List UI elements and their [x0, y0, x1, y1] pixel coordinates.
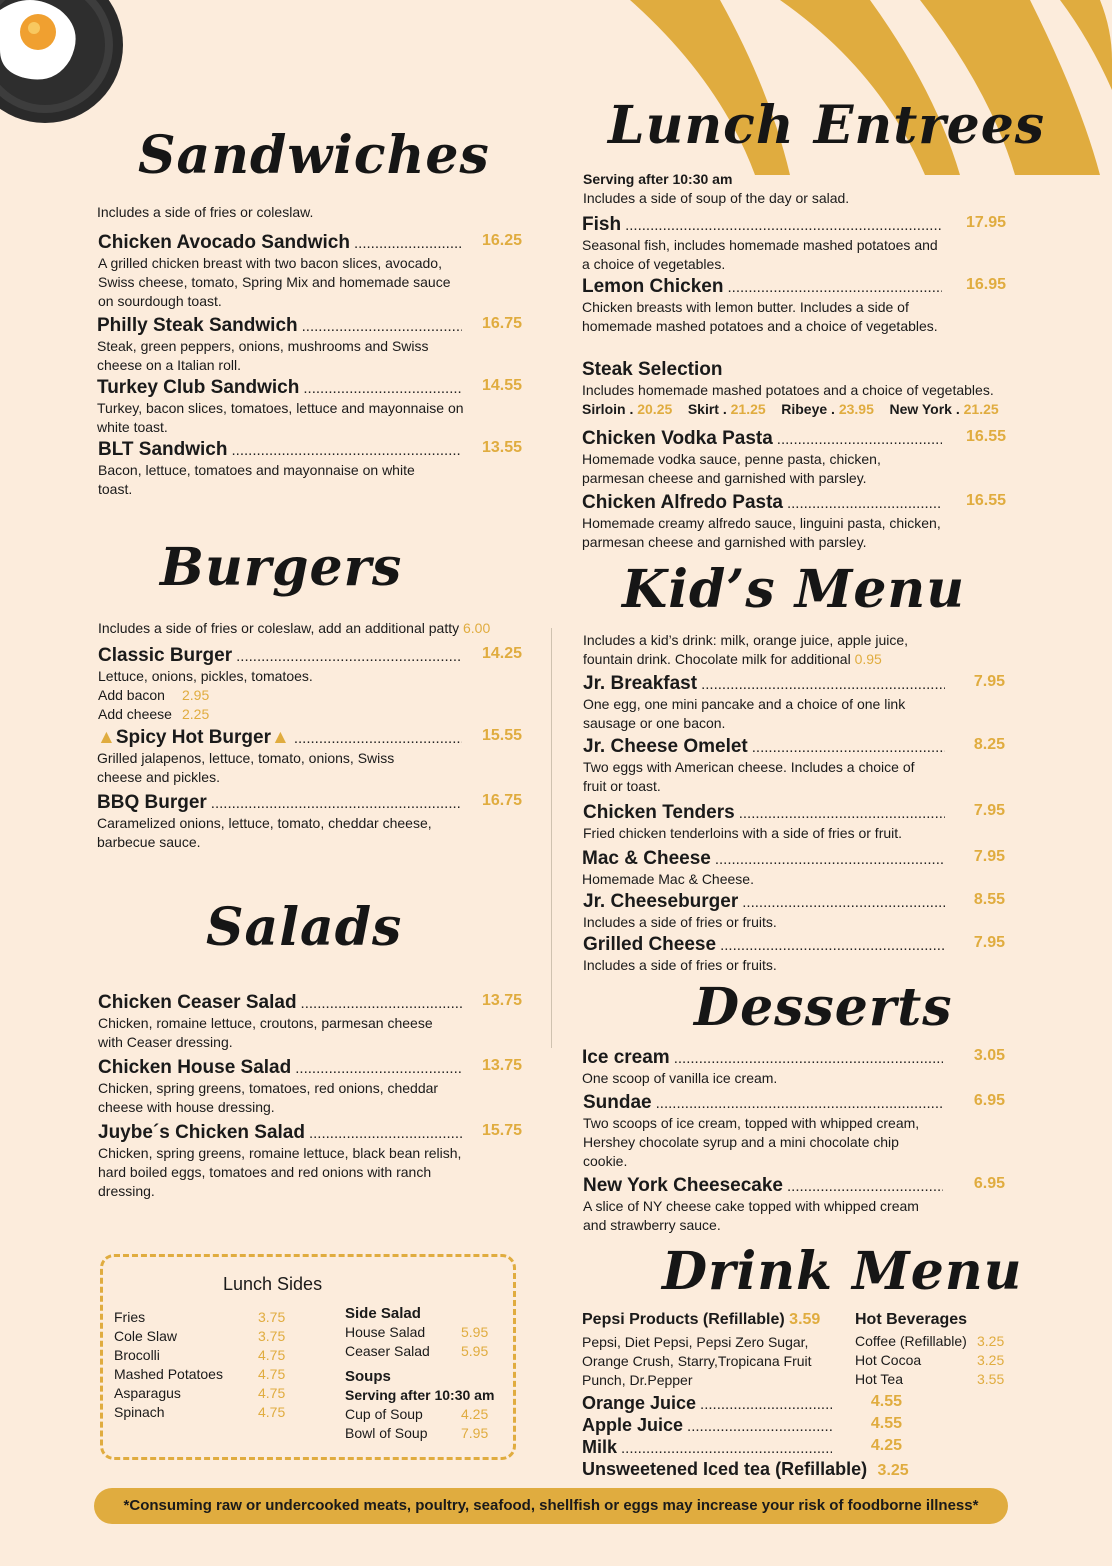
item-name: Jr. Breakfast: [583, 673, 698, 694]
kids-note: [583, 631, 943, 669]
list-item: [114, 1384, 285, 1403]
item-desc: Grilled jalapenos, lettuce, tomato, onions, Swiss cheese and pickles.: [97, 750, 395, 785]
side-name: Cup of Soup: [345, 1406, 423, 1422]
dot-leader: [687, 1418, 832, 1435]
menu-item: [97, 315, 522, 375]
item-price: 16.95: [965, 276, 1006, 293]
item-price: 13.75: [481, 1057, 522, 1074]
drink-item: [582, 1393, 902, 1414]
steak-options: [582, 400, 1012, 419]
dot-leader: [752, 739, 945, 756]
item-desc: Chicken, spring greens, tomatoes, red onions, cheddar cheese with house dressing.: [98, 1080, 439, 1115]
addon-row: [98, 686, 522, 705]
drink-name: Apple Juice: [582, 1415, 684, 1435]
menu-item: [98, 232, 522, 311]
side-price: 3.75: [258, 1328, 286, 1344]
menu-item: [98, 1057, 522, 1117]
dot-leader: [701, 676, 945, 693]
steak-name: Sirloin .: [582, 401, 634, 417]
burgers-note: [98, 619, 490, 638]
item-name: Chicken Avocado Sandwich: [98, 232, 350, 253]
menu-item: [582, 1047, 1005, 1088]
side-salad-list: [345, 1304, 494, 1443]
side-price: 4.25: [461, 1406, 489, 1422]
steak-price: 23.95: [838, 401, 874, 417]
item-desc: Homemade Mac & Cheese.: [582, 871, 754, 887]
salads-title: Salads: [206, 897, 403, 958]
dot-leader: [720, 937, 945, 954]
steak-title: Steak Selection: [582, 359, 723, 380]
item-name: Turkey Club Sandwich: [97, 377, 300, 398]
menu-item: [583, 673, 1005, 733]
side-salad-title: Side Salad: [345, 1305, 421, 1322]
dot-leader: [625, 217, 942, 234]
item-price: 16.75: [481, 315, 522, 332]
steak-name: New York .: [889, 401, 960, 417]
drink-item: [582, 1415, 902, 1436]
item-name: BBQ Burger: [97, 792, 207, 813]
list-item: [345, 1405, 494, 1424]
side-name: House Salad: [345, 1324, 426, 1340]
item-price: 13.75: [481, 992, 522, 1009]
item-desc: One egg, one mini pancake and a choice of one link sausage or one bacon.: [583, 696, 906, 731]
lunch-sides-title: Lunch Sides: [223, 1274, 323, 1294]
item-desc: Seasonal fish, includes homemade mashed potatoes and a choice of vegetables.: [582, 237, 938, 272]
item-desc: A grilled chicken breast with two bacon slices, avocado, Swiss cheese, tomato, Spring Mix and homemade sauce on sourdough toast.: [98, 255, 451, 309]
item-name: BLT Sandwich: [98, 439, 228, 460]
item-price: 14.25: [481, 645, 522, 662]
dot-leader: [236, 648, 462, 665]
list-item: [114, 1365, 285, 1384]
side-price: 4.75: [258, 1347, 286, 1363]
item-name: Philly Steak Sandwich: [97, 315, 298, 336]
fire-icon: ▲: [97, 727, 116, 748]
menu-item: [583, 736, 1005, 796]
dot-leader: [739, 805, 945, 822]
hot-price: 3.25: [977, 1333, 1005, 1349]
lunch-sides-box: [100, 1254, 516, 1460]
drink-price: 4.55: [870, 1415, 902, 1432]
dot-leader: [787, 495, 942, 512]
menu-item: [583, 934, 1005, 975]
sandwiches-note: Includes a side of fries or coleslaw.: [97, 204, 314, 220]
item-desc: Bacon, lettuce, tomatoes and mayonnaise on white toast.: [98, 462, 415, 497]
dot-leader: [715, 851, 945, 868]
item-desc: Includes a side of fries or fruits.: [583, 957, 777, 973]
dot-leader: [621, 1440, 832, 1457]
item-price: 8.55: [973, 891, 1005, 908]
item-desc: Homemade vodka sauce, penne pasta, chicken, parmesan cheese and garnished with parsley.: [582, 451, 881, 486]
item-price: 16.55: [965, 492, 1006, 509]
item-desc: Chicken breasts with lemon butter. Includes a side of homemade mashed potatoes and a choice of vegetables.: [582, 299, 938, 334]
menu-item: [583, 802, 1005, 843]
steak-desc: Includes homemade mashed potatoes and a choice of vegetables.: [582, 382, 994, 398]
kids-note-price: 0.95: [854, 651, 882, 667]
side-price: 4.75: [258, 1404, 286, 1420]
side-name: Cole Slaw: [114, 1328, 178, 1344]
menu-item: [98, 439, 522, 499]
steak-price: 20.25: [637, 401, 673, 417]
sandwiches-title: Sandwiches: [138, 125, 490, 186]
list-item: [114, 1346, 285, 1365]
pepsi-desc: Pepsi, Diet Pepsi, Pepsi Zero Sugar, Orange Crush, Starry,Tropicana Fruit Punch, Dr.Pepper: [582, 1334, 812, 1388]
menu-item: [582, 848, 1005, 889]
drink-item: [582, 1437, 902, 1458]
burgers-note-price: 6.00: [463, 620, 491, 636]
list-item: [345, 1424, 494, 1443]
side-name: Ceaser Salad: [345, 1343, 430, 1359]
item-name: Chicken Vodka Pasta: [582, 428, 773, 449]
dot-leader: [231, 442, 462, 459]
kids-menu-title: Kid’s Menu: [622, 559, 966, 620]
list-item: [114, 1403, 285, 1422]
item-desc: Two eggs with American cheese. Includes a choice of fruit or toast.: [583, 759, 915, 794]
menu-item: [583, 1175, 1005, 1235]
drink-price: 3.25: [877, 1462, 909, 1479]
dot-leader: [303, 380, 462, 397]
item-name: Jr. Cheeseburger: [583, 891, 739, 912]
item-name: Chicken House Salad: [98, 1057, 292, 1078]
item-name: Chicken Ceaser Salad: [98, 992, 297, 1013]
item-price: 16.55: [965, 428, 1006, 445]
pepsi-block: [582, 1311, 847, 1390]
drink-name: Orange Juice: [582, 1393, 697, 1413]
item-price: 13.55: [481, 439, 522, 456]
item-name: Jr. Cheese Omelet: [583, 736, 748, 757]
lunch-note-1: Serving after 10:30 am: [583, 171, 733, 187]
item-price: 3.05: [973, 1047, 1005, 1064]
allergy-warning-banner: *Consuming raw or undercooked meats, poultry, seafood, shellfish or eggs may increase your risk of foodborne illness*: [94, 1488, 1008, 1524]
dot-leader: [302, 318, 462, 335]
pepsi-price: 3.59: [789, 1311, 821, 1328]
item-desc: Caramelized onions, lettuce, tomato, cheddar cheese, barbecue sauce.: [97, 815, 432, 850]
side-name: Bowl of Soup: [345, 1425, 428, 1441]
center-divider: [551, 628, 552, 1048]
addon-price: 2.95: [182, 687, 210, 703]
hot-name: Hot Cocoa: [855, 1352, 922, 1368]
side-price: 4.75: [258, 1366, 286, 1382]
menu-item: [582, 428, 1006, 488]
item-name: Ice cream: [582, 1047, 670, 1068]
item-desc: Lettuce, onions, pickles, tomatoes.: [98, 668, 313, 684]
menu-item: [583, 891, 1005, 932]
item-price: 7.95: [973, 673, 1005, 690]
item-name: Grilled Cheese: [583, 934, 717, 955]
item-price: 6.95: [973, 1092, 1005, 1109]
iced-tea: [582, 1459, 909, 1480]
hot-name: Hot Tea: [855, 1371, 903, 1387]
item-price: 15.75: [481, 1122, 522, 1139]
item-desc: Two scoops of ice cream, topped with whipped cream, Hershey chocolate syrup and a mini chocolate chip cookie.: [583, 1115, 920, 1169]
dot-leader: [656, 1095, 943, 1112]
drink-name: Unsweetened Iced tea (Refillable): [582, 1459, 868, 1479]
dot-leader: [354, 235, 462, 252]
drink-price: 4.55: [870, 1393, 902, 1410]
item-name: Chicken Alfredo Pasta: [582, 492, 783, 513]
addon-label: Add bacon: [98, 687, 165, 703]
item-price: 6.95: [973, 1175, 1005, 1192]
dot-leader: [309, 1125, 462, 1142]
item-price: 7.95: [973, 802, 1005, 819]
pepsi-title: Pepsi Products (Refillable): [582, 1311, 785, 1328]
hot-title: Hot Beverages: [855, 1311, 968, 1328]
list-item: [114, 1327, 285, 1346]
list-item: [855, 1332, 1015, 1351]
soups-note: Serving after 10:30 am: [345, 1387, 495, 1403]
menu-item: [582, 492, 1006, 552]
item-price: 7.95: [973, 848, 1005, 865]
item-price: 8.25: [973, 736, 1005, 753]
menu-item: [97, 727, 522, 787]
menu-item: [97, 792, 522, 852]
item-name: [97, 727, 290, 749]
item-desc: Fried chicken tenderloins with a side of fries or fruit.: [583, 825, 903, 841]
list-item: [345, 1342, 494, 1361]
item-desc: Turkey, bacon slices, tomatoes, lettuce and mayonnaise on white toast.: [97, 400, 464, 435]
menu-item: [97, 377, 522, 437]
menu-item: [98, 645, 522, 724]
burgers-note-text: Includes a side of fries or coleslaw, add an additional patty: [98, 620, 460, 636]
menu-item: [98, 992, 522, 1052]
side-name: Asparagus: [114, 1385, 181, 1401]
side-price: 3.75: [258, 1309, 286, 1325]
item-desc: Includes a side of fries or fruits.: [583, 914, 777, 930]
item-price: 14.55: [481, 377, 522, 394]
dot-leader: [700, 1396, 832, 1413]
addon-price: 2.25: [182, 706, 210, 722]
item-name: Chicken Tenders: [583, 802, 735, 823]
item-name: Mac & Cheese: [582, 848, 711, 869]
frying-pan-egg-icon: [0, 0, 130, 130]
hot-price: 3.55: [977, 1371, 1005, 1387]
lunch-entrees-title: Lunch Entrees: [608, 95, 1046, 156]
side-price: 5.95: [461, 1343, 489, 1359]
item-price: 16.75: [481, 792, 522, 809]
side-price: 4.75: [258, 1385, 286, 1401]
drink-name: Milk: [582, 1437, 618, 1457]
menu-item: [582, 276, 1006, 336]
item-price: 7.95: [973, 934, 1005, 951]
menu-item: [583, 1092, 1005, 1171]
item-name: New York Cheesecake: [583, 1175, 783, 1196]
pepsi-heading: [582, 1311, 847, 1329]
lunch-note-2: Includes a side of soup of the day or salad.: [583, 190, 850, 206]
hot-price: 3.25: [977, 1352, 1005, 1368]
item-desc: Chicken, spring greens, romaine lettuce, black bean relish, hard boiled eggs, tomatoes and red onions with ranch dressing.: [98, 1145, 462, 1199]
item-desc: Steak, green peppers, onions, mushrooms and Swiss cheese on a Italian roll.: [97, 338, 429, 373]
dot-leader: [301, 995, 462, 1012]
dot-leader: [777, 431, 942, 448]
dot-leader: [674, 1050, 943, 1067]
dot-leader: [211, 795, 462, 812]
side-price: 5.95: [461, 1324, 489, 1340]
addon-row: [98, 705, 522, 724]
menu-item: [98, 1122, 522, 1201]
side-name: Brocolli: [114, 1347, 160, 1363]
drink-price: 4.25: [870, 1437, 902, 1454]
item-name: Lemon Chicken: [582, 276, 724, 297]
drink-menu-title: Drink Menu: [662, 1241, 1023, 1302]
side-name: Spinach: [114, 1404, 165, 1420]
item-name: Fish: [582, 214, 622, 235]
item-desc: A slice of NY cheese cake topped with whipped cream and strawberry sauce.: [583, 1198, 919, 1233]
hot-beverages: [855, 1311, 1015, 1389]
burgers-title: Burgers: [160, 537, 403, 598]
item-name: Juybe´s Chicken Salad: [98, 1122, 305, 1143]
fire-icon: ▲: [271, 727, 290, 748]
steak-price: 21.25: [730, 401, 766, 417]
steak-selection: [582, 359, 1012, 419]
list-item: [345, 1323, 494, 1342]
side-name: Mashed Potatoes: [114, 1366, 223, 1382]
desserts-title: Desserts: [694, 977, 953, 1038]
steak-price: 21.25: [963, 401, 999, 417]
sides-list: [114, 1308, 285, 1422]
menu-item: [582, 214, 1006, 274]
item-desc: One scoop of vanilla ice cream.: [582, 1070, 778, 1086]
hot-name: Coffee (Refillable): [855, 1333, 967, 1349]
side-price: 7.95: [461, 1425, 489, 1441]
dot-leader: [294, 730, 462, 747]
item-name: Classic Burger: [98, 645, 233, 666]
dot-leader: [727, 279, 942, 296]
item-price: 16.25: [481, 232, 522, 249]
list-item: [114, 1308, 285, 1327]
steak-name: Skirt .: [687, 401, 727, 417]
kids-note-text: Includes a kid’s drink: milk, orange juice, apple juice, fountain drink. Chocolate milk for additional: [583, 632, 909, 667]
item-price: 17.95: [965, 214, 1006, 231]
addon-label: Add cheese: [98, 706, 172, 722]
soups-title: Soups: [345, 1368, 391, 1385]
dot-leader: [295, 1060, 462, 1077]
list-item: [855, 1370, 1015, 1389]
steak-name: Ribeye .: [781, 401, 835, 417]
list-item: [855, 1351, 1015, 1370]
item-name: Sundae: [583, 1092, 652, 1113]
item-price: 15.55: [481, 727, 522, 744]
dot-leader: [742, 894, 945, 911]
item-name-text: Spicy Hot Burger: [115, 727, 272, 748]
side-name: Fries: [114, 1309, 146, 1325]
dot-leader: [787, 1178, 943, 1195]
item-desc: Homemade creamy alfredo sauce, linguini pasta, chicken, parmesan cheese and garnished with parsley.: [582, 515, 941, 550]
item-desc: Chicken, romaine lettuce, croutons, parmesan cheese with Ceaser dressing.: [98, 1015, 433, 1050]
